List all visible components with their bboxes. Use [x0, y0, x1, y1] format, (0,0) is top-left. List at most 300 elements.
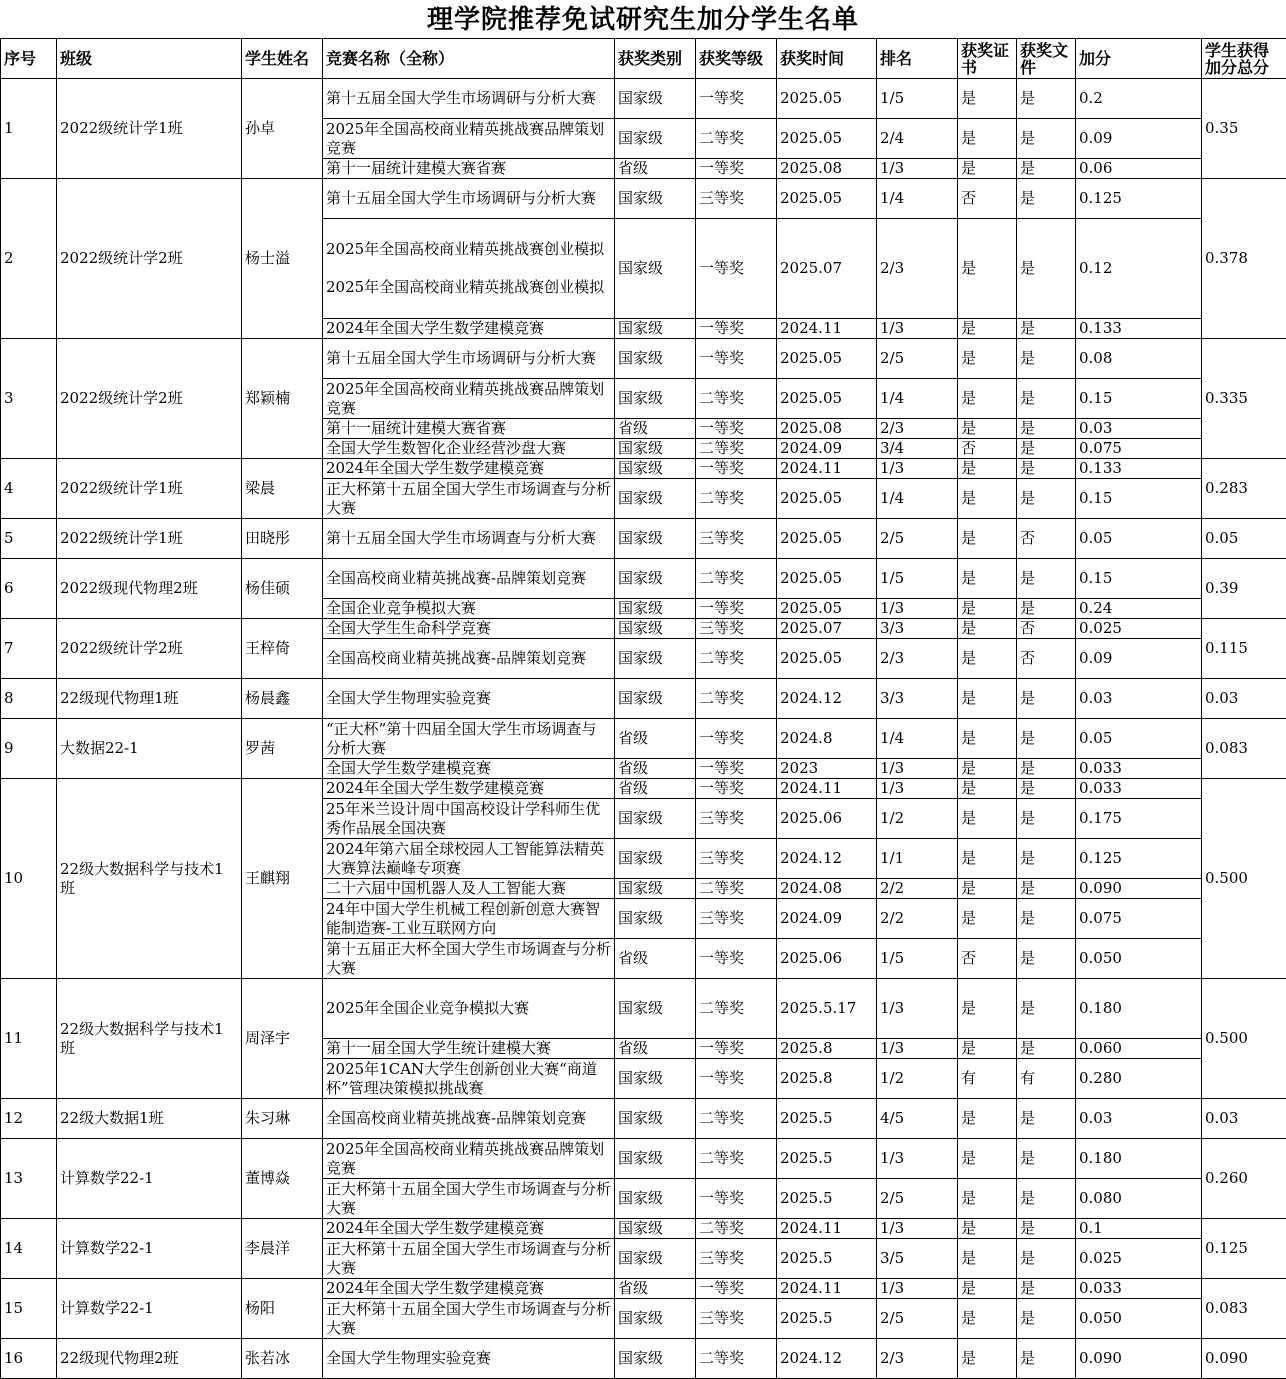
cell-score: 0.05	[1076, 519, 1202, 559]
cell-class: 22级现代物理2班	[57, 1339, 242, 1379]
cell-class: 2022级统计学2班	[57, 179, 242, 339]
cell-time: 2024.11	[777, 1279, 877, 1299]
cell-name: 王梓倚	[242, 619, 323, 679]
cell-time: 2024.12	[777, 839, 877, 879]
cell-document: 是	[1017, 79, 1076, 119]
cell-name: 孙卓	[242, 79, 323, 179]
cell-category: 省级	[615, 159, 696, 179]
cell-score: 0.180	[1076, 1139, 1202, 1179]
table-row	[1, 779, 1286, 799]
cell-category: 国家级	[615, 439, 696, 459]
cell-score: 0.280	[1076, 1059, 1202, 1099]
cell-document: 是	[1017, 339, 1076, 379]
cell-competition: 全国大学生物理实验竞赛	[323, 679, 615, 719]
cell-class: 2022级统计学1班	[57, 519, 242, 559]
cell-total: 0.260	[1202, 1139, 1286, 1219]
cell-seq: 6	[1, 559, 57, 619]
cell-score: 0.12	[1076, 219, 1202, 319]
cell-certificate: 是	[958, 1239, 1017, 1279]
cell-level: 三等奖	[696, 179, 777, 219]
cell-competition: 第十五届全国大学生市场调查与分析大赛	[323, 519, 615, 559]
header-rank: 排名	[877, 39, 958, 79]
cell-level: 二等奖	[696, 679, 777, 719]
cell-competition: 正大杯第十五届全国大学生市场调查与分析大赛	[323, 1239, 615, 1279]
cell-document: 是	[1017, 899, 1076, 939]
cell-category: 省级	[615, 939, 696, 979]
cell-class: 2022级统计学2班	[57, 339, 242, 459]
cell-level: 二等奖	[696, 379, 777, 419]
cell-category: 国家级	[615, 179, 696, 219]
cell-time: 2024.11	[777, 459, 877, 479]
cell-time: 2023	[777, 759, 877, 779]
cell-time: 2025.5.17	[777, 979, 877, 1039]
cell-document: 是	[1017, 1179, 1076, 1219]
cell-document: 否	[1017, 639, 1076, 679]
cell-competition: 2024年全国大学生数学建模竞赛	[323, 459, 615, 479]
cell-score: 0.05	[1076, 719, 1202, 759]
cell-rank: 1/5	[877, 79, 958, 119]
cell-competition: 第十一届统计建模大赛省赛	[323, 419, 615, 439]
cell-rank: 2/5	[877, 1179, 958, 1219]
cell-rank: 3/4	[877, 439, 958, 459]
cell-rank: 1/3	[877, 319, 958, 339]
cell-seq: 12	[1, 1099, 57, 1139]
cell-document: 是	[1017, 439, 1076, 459]
table-row	[1, 1279, 1286, 1299]
cell-time: 2025.8	[777, 1059, 877, 1099]
cell-level: 一等奖	[696, 1179, 777, 1219]
cell-document: 是	[1017, 939, 1076, 979]
cell-category: 省级	[615, 759, 696, 779]
cell-class: 2022级统计学1班	[57, 459, 242, 519]
cell-level: 二等奖	[696, 1219, 777, 1239]
competition-gap	[326, 259, 611, 278]
cell-class: 22级大数据1班	[57, 1099, 242, 1139]
header-level: 获奖等级	[696, 39, 777, 79]
cell-time: 2025.08	[777, 159, 877, 179]
cell-competition: “正大杯”第十四届全国大学生市场调查与分析大赛	[323, 719, 615, 759]
cell-level: 三等奖	[696, 619, 777, 639]
cell-competition: 全国企业竞争模拟大赛	[323, 599, 615, 619]
cell-seq: 13	[1, 1139, 57, 1219]
cell-competition	[323, 219, 615, 319]
cell-rank: 1/2	[877, 1059, 958, 1099]
cell-score: 0.125	[1076, 179, 1202, 219]
cell-certificate: 是	[958, 519, 1017, 559]
cell-name: 张若冰	[242, 1339, 323, 1379]
cell-level: 二等奖	[696, 1099, 777, 1139]
cell-score: 0.15	[1076, 559, 1202, 599]
cell-name: 杨士溢	[242, 179, 323, 339]
cell-category: 国家级	[615, 219, 696, 319]
table-row	[1, 1339, 1286, 1379]
cell-time: 2025.8	[777, 1039, 877, 1059]
cell-rank: 2/3	[877, 419, 958, 439]
cell-seq: 2	[1, 179, 57, 339]
cell-rank: 1/3	[877, 1039, 958, 1059]
cell-competition: 全国大学生数智化企业经营沙盘大赛	[323, 439, 615, 459]
cell-certificate: 是	[958, 219, 1017, 319]
cell-rank: 1/1	[877, 839, 958, 879]
cell-level: 二等奖	[696, 439, 777, 459]
cell-document: 是	[1017, 159, 1076, 179]
cell-certificate: 是	[958, 899, 1017, 939]
cell-score: 0.175	[1076, 799, 1202, 839]
cell-time: 2025.05	[777, 479, 877, 519]
cell-level: 二等奖	[696, 479, 777, 519]
cell-seq: 11	[1, 979, 57, 1099]
cell-time: 2024.09	[777, 899, 877, 939]
cell-time: 2025.05	[777, 639, 877, 679]
cell-level: 二等奖	[696, 879, 777, 899]
cell-certificate: 是	[958, 719, 1017, 759]
cell-time: 2025.5	[777, 1139, 877, 1179]
cell-certificate: 是	[958, 1219, 1017, 1239]
cell-score: 0.03	[1076, 419, 1202, 439]
header-row	[1, 39, 1286, 79]
cell-score: 0.060	[1076, 1039, 1202, 1059]
cell-document: 是	[1017, 419, 1076, 439]
cell-category: 国家级	[615, 1299, 696, 1339]
cell-certificate: 是	[958, 419, 1017, 439]
cell-score: 0.133	[1076, 459, 1202, 479]
cell-time: 2025.5	[777, 1239, 877, 1279]
cell-score: 0.025	[1076, 1239, 1202, 1279]
cell-score: 0.24	[1076, 599, 1202, 619]
cell-score: 0.03	[1076, 679, 1202, 719]
cell-competition: 全国大学生物理实验竞赛	[323, 1339, 615, 1379]
cell-time: 2025.5	[777, 1179, 877, 1219]
cell-time: 2025.06	[777, 939, 877, 979]
cell-seq: 7	[1, 619, 57, 679]
cell-category: 国家级	[615, 679, 696, 719]
cell-certificate: 是	[958, 459, 1017, 479]
table-row	[1, 559, 1286, 599]
cell-level: 二等奖	[696, 119, 777, 159]
cell-level: 三等奖	[696, 1239, 777, 1279]
cell-competition: 2025年全国高校商业精英挑战赛品牌策划竞赛	[323, 1139, 615, 1179]
cell-total: 0.03	[1202, 1099, 1286, 1139]
cell-class: 大数据22-1	[57, 719, 242, 779]
cell-time: 2024.12	[777, 1339, 877, 1379]
cell-rank: 1/3	[877, 1219, 958, 1239]
cell-time: 2025.05	[777, 79, 877, 119]
cell-document: 是	[1017, 1339, 1076, 1379]
cell-competition: 2025年全国企业竞争模拟大赛	[323, 979, 615, 1039]
cell-level: 三等奖	[696, 839, 777, 879]
cell-category: 国家级	[615, 1239, 696, 1279]
header-seq: 序号	[1, 39, 57, 79]
cell-rank: 1/4	[877, 179, 958, 219]
cell-rank: 2/4	[877, 119, 958, 159]
cell-level: 一等奖	[696, 219, 777, 319]
header-competition: 竞赛名称（全称）	[323, 39, 615, 79]
cell-competition: 第十一届全国大学生统计建模大赛	[323, 1039, 615, 1059]
cell-level: 一等奖	[696, 339, 777, 379]
cell-certificate: 是	[958, 1039, 1017, 1059]
cell-score: 0.025	[1076, 619, 1202, 639]
cell-rank: 1/3	[877, 779, 958, 799]
cell-certificate: 是	[958, 1179, 1017, 1219]
cell-score: 0.15	[1076, 479, 1202, 519]
header-category: 获奖类别	[615, 39, 696, 79]
cell-score: 0.090	[1076, 879, 1202, 899]
cell-certificate: 是	[958, 839, 1017, 879]
cell-competition: 全国高校商业精英挑战赛-品牌策划竞赛	[323, 559, 615, 599]
cell-class: 22级现代物理1班	[57, 679, 242, 719]
cell-rank: 1/3	[877, 159, 958, 179]
cell-time: 2025.05	[777, 599, 877, 619]
cell-seq: 14	[1, 1219, 57, 1279]
cell-rank: 1/5	[877, 559, 958, 599]
page-title: 理学院推荐免试研究生加分学生名单	[0, 0, 1286, 38]
table-row	[1, 1139, 1286, 1179]
cell-class: 计算数学22-1	[57, 1139, 242, 1219]
cell-name: 罗茜	[242, 719, 323, 779]
cell-competition: 全国大学生数学建模竞赛	[323, 759, 615, 779]
cell-rank: 1/3	[877, 759, 958, 779]
cell-certificate: 否	[958, 939, 1017, 979]
cell-total: 0.35	[1202, 79, 1286, 179]
cell-category: 省级	[615, 779, 696, 799]
table-row	[1, 519, 1286, 559]
cell-competition: 全国大学生生命科学竞赛	[323, 619, 615, 639]
cell-score: 0.050	[1076, 1299, 1202, 1339]
cell-category: 国家级	[615, 899, 696, 939]
cell-time: 2025.05	[777, 179, 877, 219]
cell-total: 0.115	[1202, 619, 1286, 679]
cell-category: 国家级	[615, 1099, 696, 1139]
cell-score: 0.09	[1076, 119, 1202, 159]
cell-total: 0.283	[1202, 459, 1286, 519]
cell-time: 2025.08	[777, 419, 877, 439]
cell-competition: 第十五届全国大学生市场调研与分析大赛	[323, 79, 615, 119]
cell-competition: 2024年全国大学生数学建模竞赛	[323, 779, 615, 799]
cell-certificate: 有	[958, 1059, 1017, 1099]
cell-rank: 2/2	[877, 879, 958, 899]
cell-total: 0.378	[1202, 179, 1286, 339]
cell-time: 2025.07	[777, 219, 877, 319]
cell-rank: 2/5	[877, 339, 958, 379]
table-row	[1, 619, 1286, 639]
cell-level: 一等奖	[696, 159, 777, 179]
cell-level: 一等奖	[696, 79, 777, 119]
cell-score: 0.06	[1076, 159, 1202, 179]
header-total: 学生获得加分总分	[1202, 39, 1286, 79]
cell-competition: 2025年全国高校商业精英挑战赛品牌策划竞赛	[323, 119, 615, 159]
cell-document: 是	[1017, 1299, 1076, 1339]
cell-certificate: 是	[958, 319, 1017, 339]
cell-category: 国家级	[615, 479, 696, 519]
cell-competition: 2024年全国大学生数学建模竞赛	[323, 1219, 615, 1239]
cell-certificate: 是	[958, 1279, 1017, 1299]
cell-certificate: 是	[958, 1099, 1017, 1139]
cell-category: 国家级	[615, 1059, 696, 1099]
cell-level: 一等奖	[696, 599, 777, 619]
cell-total: 0.335	[1202, 339, 1286, 459]
cell-rank: 2/3	[877, 639, 958, 679]
cell-competition: 第十一届统计建模大赛省赛	[323, 159, 615, 179]
cell-name: 朱习琳	[242, 1099, 323, 1139]
cell-certificate: 是	[958, 879, 1017, 899]
cell-total: 0.03	[1202, 679, 1286, 719]
cell-category: 国家级	[615, 339, 696, 379]
cell-competition: 2025年全国高校商业精英挑战赛品牌策划竞赛	[323, 379, 615, 419]
cell-certificate: 是	[958, 79, 1017, 119]
cell-document: 是	[1017, 719, 1076, 759]
cell-seq: 9	[1, 719, 57, 779]
cell-document: 是	[1017, 1219, 1076, 1239]
cell-category: 国家级	[615, 1219, 696, 1239]
cell-certificate: 是	[958, 159, 1017, 179]
table-row	[1, 79, 1286, 119]
cell-certificate: 是	[958, 679, 1017, 719]
table-row	[1, 719, 1286, 759]
cell-competition: 2024年全国大学生数学建模竞赛	[323, 319, 615, 339]
cell-score: 0.133	[1076, 319, 1202, 339]
cell-total: 0.125	[1202, 1219, 1286, 1279]
cell-level: 三等奖	[696, 799, 777, 839]
cell-competition: 2025年1CAN大学生创新创业大赛“商道杯”管理决策模拟挑战赛	[323, 1059, 615, 1099]
cell-category: 国家级	[615, 319, 696, 339]
cell-document: 否	[1017, 619, 1076, 639]
cell-competition: 全国高校商业精英挑战赛-品牌策划竞赛	[323, 639, 615, 679]
cell-name: 董博焱	[242, 1139, 323, 1219]
cell-document: 是	[1017, 879, 1076, 899]
cell-category: 国家级	[615, 639, 696, 679]
cell-seq: 1	[1, 79, 57, 179]
cell-rank: 4/5	[877, 1099, 958, 1139]
cell-rank: 2/3	[877, 1339, 958, 1379]
cell-competition: 正大杯第十五届全国大学生市场调查与分析大赛	[323, 1179, 615, 1219]
cell-level: 一等奖	[696, 759, 777, 779]
cell-time: 2025.5	[777, 1099, 877, 1139]
cell-score: 0.08	[1076, 339, 1202, 379]
cell-competition: 2024年全国大学生数学建模竞赛	[323, 1279, 615, 1299]
cell-certificate: 是	[958, 1139, 1017, 1179]
cell-document: 是	[1017, 839, 1076, 879]
table-row	[1, 1099, 1286, 1139]
cell-document: 有	[1017, 1059, 1076, 1099]
cell-name: 杨佳硕	[242, 559, 323, 619]
cell-certificate: 是	[958, 479, 1017, 519]
cell-score: 0.080	[1076, 1179, 1202, 1219]
table-row	[1, 179, 1286, 219]
cell-certificate: 是	[958, 559, 1017, 599]
cell-rank: 2/5	[877, 519, 958, 559]
cell-document: 是	[1017, 979, 1076, 1039]
cell-time: 2025.5	[777, 1299, 877, 1339]
cell-name: 郑颖楠	[242, 339, 323, 459]
cell-class: 2022级统计学2班	[57, 619, 242, 679]
cell-level: 二等奖	[696, 1139, 777, 1179]
cell-rank: 1/4	[877, 479, 958, 519]
cell-certificate: 是	[958, 119, 1017, 159]
cell-document: 是	[1017, 1139, 1076, 1179]
cell-time: 2024.11	[777, 1219, 877, 1239]
cell-document: 是	[1017, 779, 1076, 799]
cell-category: 国家级	[615, 839, 696, 879]
cell-total: 0.083	[1202, 719, 1286, 779]
cell-rank: 3/3	[877, 679, 958, 719]
cell-competition: 全国高校商业精英挑战赛-品牌策划竞赛	[323, 1099, 615, 1139]
cell-certificate: 是	[958, 379, 1017, 419]
cell-competition: 24年中国大学生机械工程创新创意大赛智能制造赛-工业互联网方向	[323, 899, 615, 939]
competition-line: 2025年全国高校商业精英挑战赛创业模拟	[326, 278, 611, 297]
cell-total: 0.39	[1202, 559, 1286, 619]
cell-level: 一等奖	[696, 459, 777, 479]
cell-document: 是	[1017, 679, 1076, 719]
cell-time: 2024.8	[777, 719, 877, 759]
cell-category: 国家级	[615, 799, 696, 839]
cell-name: 梁晨	[242, 459, 323, 519]
cell-score: 0.03	[1076, 1099, 1202, 1139]
cell-total: 0.090	[1202, 1339, 1286, 1379]
cell-rank: 1/2	[877, 799, 958, 839]
cell-document: 是	[1017, 379, 1076, 419]
cell-certificate: 是	[958, 799, 1017, 839]
cell-certificate: 是	[958, 759, 1017, 779]
cell-time: 2025.06	[777, 799, 877, 839]
cell-class: 22级大数据科学与技术1班	[57, 779, 242, 979]
cell-time: 2025.05	[777, 519, 877, 559]
cell-rank: 1/4	[877, 719, 958, 759]
cell-level: 一等奖	[696, 939, 777, 979]
cell-time: 2025.05	[777, 379, 877, 419]
header-score: 加分	[1076, 39, 1202, 79]
header-document: 获奖文件	[1017, 39, 1076, 79]
cell-rank: 3/3	[877, 619, 958, 639]
cell-category: 省级	[615, 1279, 696, 1299]
cell-category: 国家级	[615, 379, 696, 419]
cell-document: 是	[1017, 799, 1076, 839]
cell-seq: 8	[1, 679, 57, 719]
cell-name: 王麒翔	[242, 779, 323, 979]
competition-line: 2025年全国高校商业精英挑战赛创业模拟	[326, 240, 611, 259]
cell-document: 是	[1017, 119, 1076, 159]
cell-total: 0.500	[1202, 979, 1286, 1099]
cell-level: 一等奖	[696, 719, 777, 759]
cell-class: 22级大数据科学与技术1班	[57, 979, 242, 1099]
header-class: 班级	[57, 39, 242, 79]
cell-time: 2024.11	[777, 779, 877, 799]
cell-rank: 3/5	[877, 1239, 958, 1279]
cell-rank: 1/3	[877, 1139, 958, 1179]
cell-time: 2024.12	[777, 679, 877, 719]
cell-document: 是	[1017, 1099, 1076, 1139]
cell-name: 周泽宇	[242, 979, 323, 1099]
cell-score: 0.033	[1076, 779, 1202, 799]
cell-total: 0.083	[1202, 1279, 1286, 1339]
cell-document: 是	[1017, 759, 1076, 779]
cell-total: 0.05	[1202, 519, 1286, 559]
cell-level: 一等奖	[696, 1059, 777, 1099]
cell-competition: 2024年第六届全球校园人工智能算法精英大赛算法巅峰专项赛	[323, 839, 615, 879]
cell-category: 国家级	[615, 459, 696, 479]
header-time: 获奖时间	[777, 39, 877, 79]
cell-name: 田晓彤	[242, 519, 323, 559]
cell-level: 一等奖	[696, 779, 777, 799]
cell-level: 二等奖	[696, 1339, 777, 1379]
cell-rank: 1/3	[877, 1279, 958, 1299]
cell-level: 一等奖	[696, 1039, 777, 1059]
cell-level: 三等奖	[696, 899, 777, 939]
cell-document: 是	[1017, 1239, 1076, 1279]
cell-document: 是	[1017, 479, 1076, 519]
header-name: 学生姓名	[242, 39, 323, 79]
cell-category: 国家级	[615, 879, 696, 899]
cell-score: 0.050	[1076, 939, 1202, 979]
